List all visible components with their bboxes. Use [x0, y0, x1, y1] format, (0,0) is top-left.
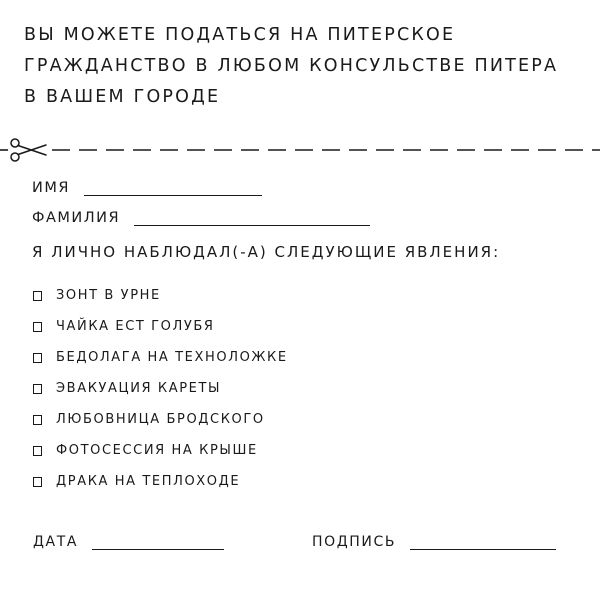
checkbox[interactable]	[33, 322, 42, 332]
checkbox[interactable]	[33, 384, 42, 394]
signature-label: ПОДПИСЬ	[312, 534, 397, 550]
checkbox[interactable]	[33, 353, 42, 363]
surname-blank[interactable]	[134, 211, 370, 226]
checkbox[interactable]	[33, 477, 42, 487]
intro-line-3: В ВАШЕМ ГОРОДЕ	[24, 87, 221, 107]
option-label: ЗОНТ В УРНЕ	[56, 288, 161, 303]
name-field[interactable]	[32, 180, 262, 196]
option-item[interactable]	[33, 466, 288, 497]
scissors-icon	[11, 139, 46, 161]
surname-label: ФАМИЛИЯ	[32, 210, 121, 226]
signature-field[interactable]	[312, 534, 556, 550]
surname-field[interactable]	[32, 210, 370, 226]
signature-blank[interactable]	[410, 535, 556, 550]
observed-heading: Я ЛИЧНО НАБЛЮДАЛ(-А) СЛЕДУЮЩИЕ ЯВЛЕНИЯ:	[32, 243, 501, 261]
option-item[interactable]	[33, 342, 288, 373]
name-label: ИМЯ	[32, 180, 70, 196]
option-label: ЛЮБОВНИЦА БРОДСКОГО	[56, 412, 265, 427]
date-label: ДАТА	[33, 534, 79, 550]
option-label: ДРАКА НА ТЕПЛОХОДЕ	[56, 474, 241, 489]
option-item[interactable]	[33, 373, 288, 404]
option-label: ФОТОСЕССИЯ НА КРЫШЕ	[56, 443, 258, 458]
checkbox[interactable]	[33, 415, 42, 425]
option-item[interactable]	[33, 404, 288, 435]
cut-line	[0, 136, 600, 166]
checkbox[interactable]	[33, 446, 42, 456]
option-item[interactable]	[33, 280, 288, 311]
option-label: ЧАЙКА ЕСТ ГОЛУБЯ	[56, 319, 215, 334]
date-field[interactable]	[33, 534, 224, 550]
options-list	[33, 280, 288, 497]
option-label: БЕДОЛАГА НА ТЕХНОЛОЖКЕ	[56, 350, 288, 365]
date-blank[interactable]	[92, 535, 224, 550]
intro-line-1: ВЫ МОЖЕТЕ ПОДАТЬСЯ НА ПИТЕРСКОЕ	[24, 25, 456, 45]
checkbox[interactable]	[33, 291, 42, 301]
option-item[interactable]	[33, 311, 288, 342]
intro-text	[24, 20, 594, 113]
intro-line-2: ГРАЖДАНСТВО В ЛЮБОМ КОНСУЛЬСТВЕ ПИТЕРА	[24, 56, 559, 76]
option-label: ЭВАКУАЦИЯ КАРЕТЫ	[56, 381, 222, 396]
option-item[interactable]	[33, 435, 288, 466]
name-blank[interactable]	[84, 181, 262, 196]
